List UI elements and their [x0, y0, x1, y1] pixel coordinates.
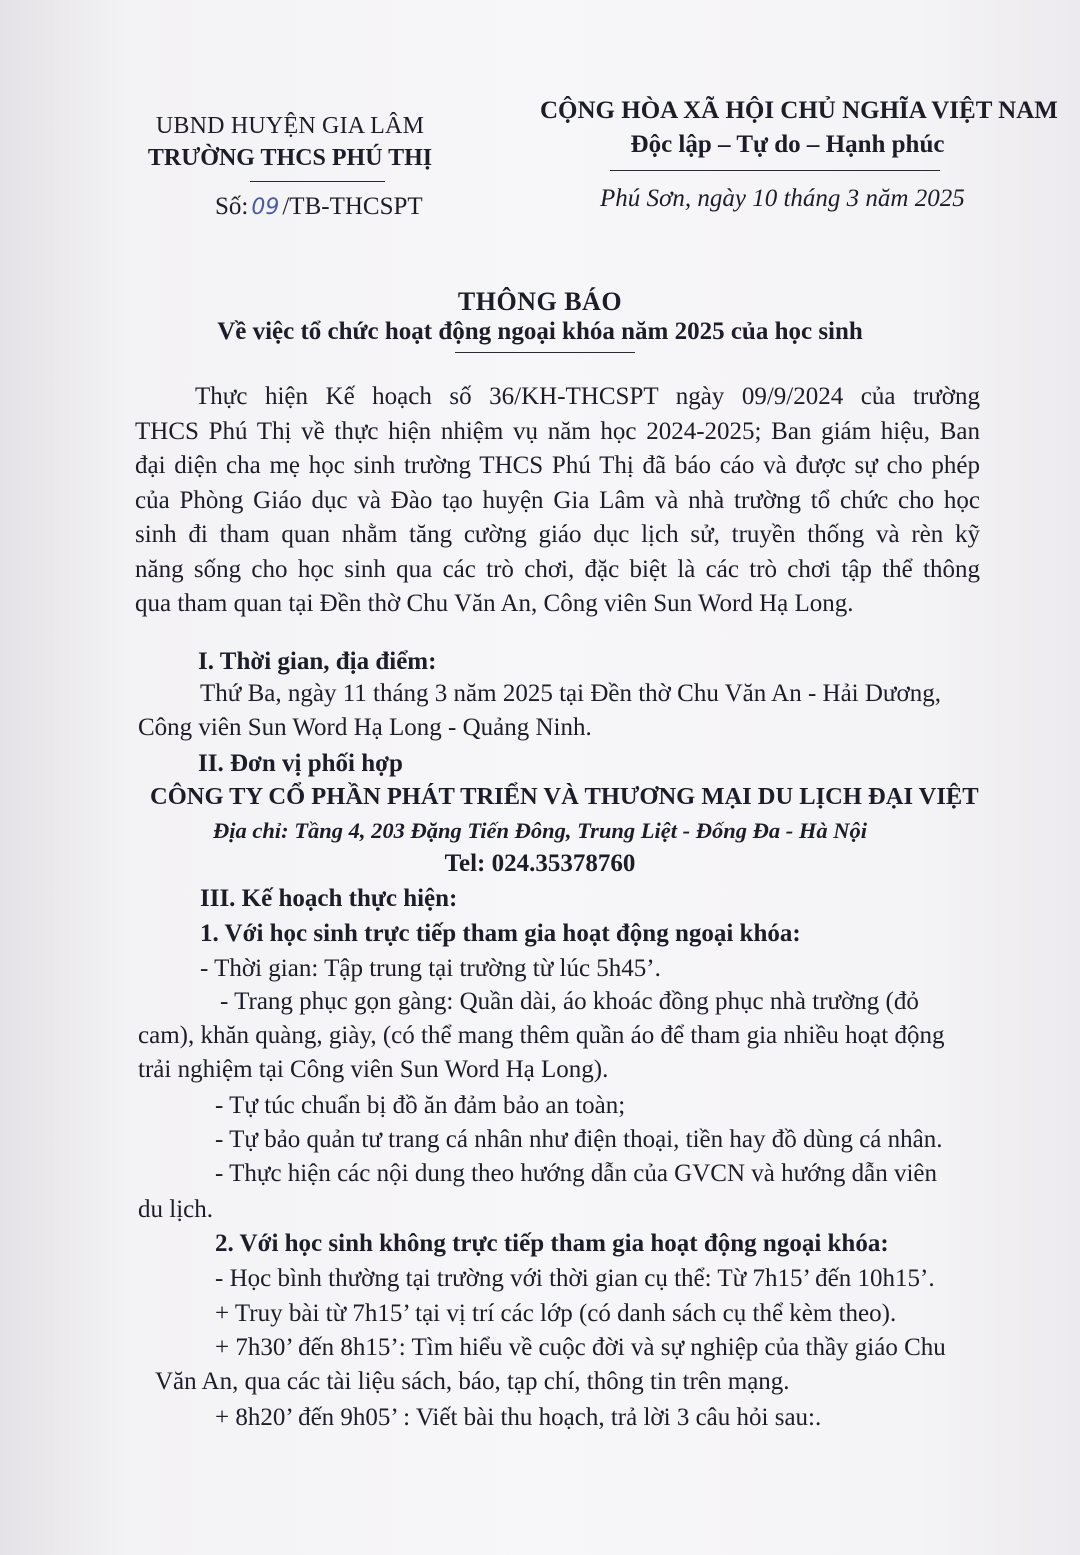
intro-paragraph	[135, 380, 980, 622]
sub2-item: + Truy bài từ 7h15’ tại vị trí các lớp (có danh sách cụ thể kèm theo).	[215, 1300, 897, 1327]
sub1-item: cam), khăn quàng, giày, (có thể mang thêm quần áo để tham gia nhiều hoạt động	[138, 1022, 945, 1049]
sub1-item: trải nghiệm tại Công viên Sun Word Hạ Long).	[138, 1056, 609, 1083]
document-title: THÔNG BÁO	[457, 287, 623, 316]
section-3-sub1-heading: 1. Với học sinh trực tiếp tham gia hoạt động ngoại khóa:	[200, 920, 801, 947]
school-name: TRƯỜNG THCS PHÚ THỊ	[147, 145, 433, 171]
sub1-item: - Thực hiện các nội dung theo hướng dẫn của GVCN và hướng dẫn viên	[215, 1160, 938, 1187]
document-number	[215, 193, 423, 221]
sub1-item: - Tự túc chuẩn bị đồ ăn đảm bảo an toàn;	[215, 1092, 626, 1119]
sub2-item: Văn An, qua các tài liệu sách, báo, tạp chí, thông tin trên mạng.	[155, 1368, 790, 1395]
motto: Độc lập – Tự do – Hạnh phúc	[630, 131, 945, 158]
sub2-item: - Học bình thường tại trường với thời gian cụ thể: Từ 7h15’ đến 10h15’.	[215, 1265, 935, 1292]
doc-no-suffix: /TB-THCSPT	[282, 193, 423, 220]
issuing-authority	[140, 110, 440, 174]
sub1-item: - Tự bảo quản tư trang cá nhân như điện thoại, tiền hay đồ dùng cá nhân.	[215, 1126, 943, 1153]
sub1-item: - Trang phục gọn gàng: Quần dài, áo khoác đồng phục nhà trường (đỏ	[220, 988, 919, 1015]
sub1-item: - Thời gian: Tập trung tại trường từ lúc 5h45’.	[200, 955, 661, 982]
intro-line: THCS Phú Thị về thực hiện nhiệm vụ năm học 2024-2025; Ban giám hiệu, Ban	[135, 417, 980, 445]
section-2-heading: II. Đơn vị phối hợp	[198, 750, 403, 777]
intro-line: năng sống cho học sinh qua các trò chơi, đặc biệt là các trò chơi tập thể thông	[135, 555, 980, 583]
subtitle-underline	[455, 352, 635, 353]
section-1-line: Công viên Sun Word Hạ Long - Quảng Ninh.	[138, 714, 592, 741]
district-name: UBND HUYỆN GIA LÂM	[155, 113, 425, 139]
left-header-divider	[250, 181, 385, 182]
intro-line: Thực hiện Kế hoạch số 36/KH-THCSPT ngày 09/9/2024 của trường	[195, 383, 980, 410]
right-header-divider	[610, 170, 940, 171]
section-1-heading: I. Thời gian, địa điểm:	[198, 648, 437, 675]
sub1-item: du lịch.	[138, 1196, 213, 1223]
intro-line: đại diện cha mẹ học sinh trường THCS Phú Thị đã báo cáo và được sự cho phép	[135, 452, 980, 479]
sub2-item: + 7h30’ đến 8h15’: Tìm hiểu về cuộc đời và sự nghiệp của thầy giáo Chu	[215, 1334, 946, 1361]
section-3-heading: III. Kế hoạch thực hiện:	[200, 885, 458, 912]
national-motto	[540, 94, 1058, 162]
country-name: CỘNG HÒA XÃ HỘI CHỦ NGHĨA VIỆT NAM	[540, 97, 1058, 124]
partner-tel: Tel: 024.35378760	[444, 850, 636, 877]
section-1-line: Thứ Ba, ngày 11 tháng 3 năm 2025 tại Đền thờ Chu Văn An - Hải Dương,	[200, 680, 941, 707]
doc-no-handwritten: 09	[251, 195, 280, 220]
doc-no-prefix: Số:	[215, 193, 249, 220]
document-subtitle: Về việc tổ chức hoạt động ngoại khóa năm 2025 của học sinh	[217, 318, 863, 345]
partner-address: Địa chỉ: Tầng 4, 203 Đặng Tiến Đông, Trung Liệt - Đống Đa - Hà Nội	[213, 818, 867, 843]
date-place: Phú Sơn, ngày 10 tháng 3 năm 2025	[600, 185, 965, 212]
sub2-item: + 8h20’ đến 9h05’ : Viết bài thu hoạch, trả lời 3 câu hỏi sau:.	[215, 1404, 822, 1431]
intro-line: của Phòng Giáo dục và Đào tạo huyện Gia Lâm và nhà trường tổ chức cho học	[135, 486, 980, 514]
intro-line: qua tham quan tại Đền thờ Chu Văn An, Công viên Sun Word Hạ Long.	[135, 590, 854, 617]
intro-line: sinh đi tham quan nhằm tăng cường giáo dục lịch sử, truyền thống và rèn kỹ	[135, 521, 980, 548]
partner-company: CÔNG TY CỔ PHẦN PHÁT TRIỂN VÀ THƯƠNG MẠI DU LỊCH ĐẠI VIỆT	[150, 783, 979, 810]
section-3-sub2-heading: 2. Với học sinh không trực tiếp tham gia hoạt động ngoại khóa:	[215, 1230, 889, 1257]
